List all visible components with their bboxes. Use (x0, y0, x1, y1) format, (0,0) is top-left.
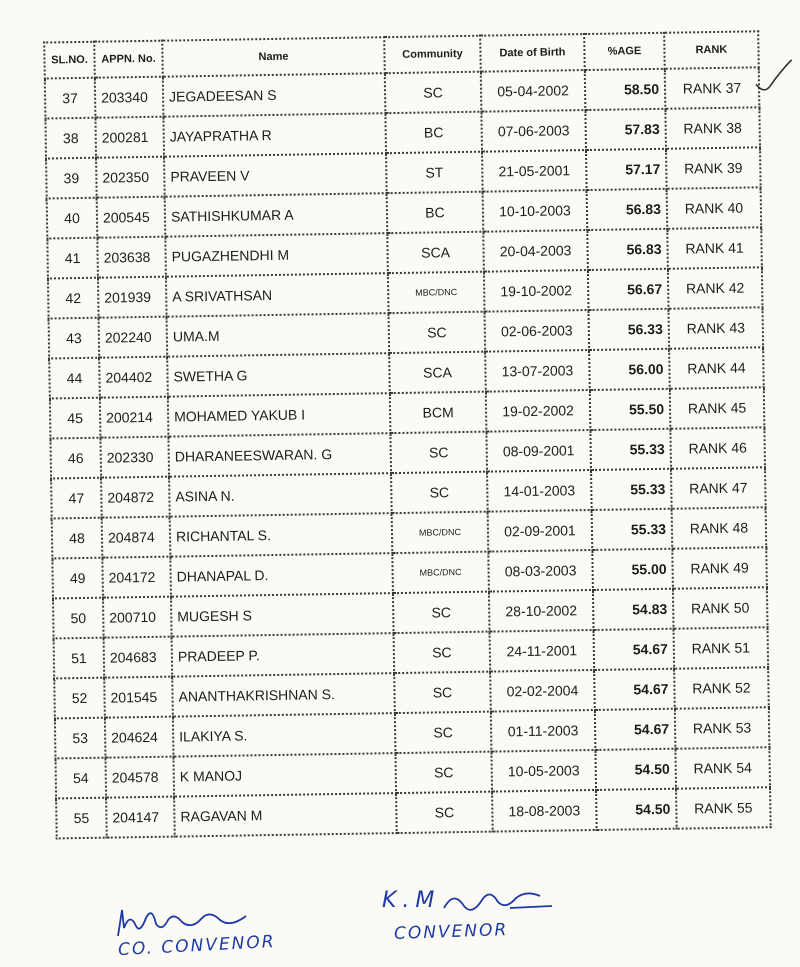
cell-dob: 13-07-2003 (485, 350, 590, 392)
cell-appn-no: 204872 (101, 477, 170, 518)
cell-rank: RANK 46 (670, 427, 765, 468)
cell-percentage: 54.67 (594, 669, 675, 710)
cell-percentage: 54.67 (595, 709, 676, 750)
cell-percentage: 56.83 (587, 229, 668, 270)
checkmark-icon (754, 54, 795, 95)
cell-appn-no: 201939 (98, 277, 167, 318)
cell-percentage: 55.33 (592, 509, 673, 550)
cell-rank: RANK 53 (675, 707, 770, 748)
cell-dob: 08-03-2003 (488, 550, 593, 592)
cell-community: SC (385, 72, 482, 114)
cell-community: SC (389, 312, 486, 354)
cell-dob: 02-06-2003 (485, 310, 590, 352)
cell-community: SC (394, 632, 491, 674)
cell-rank: RANK 44 (669, 347, 764, 388)
cell-dob: 07-06-2003 (481, 110, 586, 152)
cell-appn-no: 204683 (104, 637, 173, 678)
cell-dob: 19-02-2002 (486, 390, 591, 432)
cell-sl-no: 42 (48, 278, 99, 319)
cell-appn-no: 204578 (105, 757, 174, 798)
cell-community: MBC/DNC (388, 272, 485, 314)
cell-rank: RANK 51 (674, 627, 769, 668)
cell-rank: RANK 47 (671, 467, 766, 508)
cell-community: MBC/DNC (392, 512, 489, 554)
cell-dob: 05-04-2002 (481, 70, 586, 112)
header-dob: Date of Birth (480, 34, 585, 72)
cell-rank: RANK 49 (672, 547, 767, 588)
cell-community: SC (391, 472, 488, 514)
cell-community: BC (387, 192, 484, 234)
cell-percentage: 54.50 (596, 789, 677, 830)
cell-percentage: 54.83 (593, 589, 674, 630)
cell-name: PRADEEP P. (172, 633, 395, 676)
cell-community: BC (385, 112, 482, 154)
cell-name: DHARANEESWARAN. G (168, 433, 391, 476)
table-body (45, 67, 771, 838)
cell-appn-no: 202350 (96, 157, 165, 198)
cell-rank: RANK 38 (665, 107, 760, 148)
cell-name: SWETHA G (167, 353, 390, 396)
cell-percentage: 58.50 (585, 69, 666, 110)
cell-percentage: 56.33 (589, 309, 670, 350)
cell-rank: RANK 40 (667, 187, 762, 228)
cell-percentage: 55.50 (590, 389, 671, 430)
cell-community: MBC/DNC (392, 552, 489, 594)
cell-percentage: 56.00 (589, 349, 670, 390)
cell-rank: RANK 54 (675, 747, 770, 788)
cell-name: PUGAZHENDHI M (165, 233, 388, 276)
cell-appn-no: 204874 (102, 517, 171, 558)
cell-dob: 18-08-2003 (492, 790, 597, 832)
cell-name: RAGAVAN M (174, 793, 397, 836)
cell-rank: RANK 48 (672, 507, 767, 548)
cell-dob: 02-02-2004 (490, 670, 595, 712)
cell-community: SC (396, 792, 493, 834)
cell-dob: 10-10-2003 (483, 190, 588, 232)
cell-rank: RANK 52 (674, 667, 769, 708)
cell-appn-no: 204402 (99, 357, 168, 398)
cell-name: A SRIVATHSAN (166, 273, 389, 316)
cell-dob: 14-01-2003 (487, 470, 592, 512)
cell-community: SC (393, 592, 490, 634)
cell-sl-no: 50 (53, 598, 104, 639)
header-rank: RANK (664, 31, 759, 68)
cell-sl-no: 48 (52, 518, 103, 559)
cell-appn-no: 202330 (100, 437, 169, 478)
convenor-label: CONVENOR (393, 920, 509, 944)
cell-appn-no: 200281 (95, 117, 164, 158)
cell-dob: 08-09-2001 (486, 430, 591, 472)
cell-rank: RANK 43 (669, 307, 764, 348)
cell-name: PRAVEEN V (164, 153, 387, 196)
cell-sl-no: 39 (46, 158, 97, 199)
header-percentage: %AGE (584, 33, 665, 70)
cell-dob: 21-05-2001 (482, 150, 587, 192)
cell-name: SATHISHKUMAR A (165, 193, 388, 236)
cell-name: K MANOJ (173, 753, 396, 796)
cell-percentage: 55.33 (590, 429, 671, 470)
cell-sl-no: 38 (45, 118, 96, 159)
cell-sl-no: 51 (54, 638, 105, 679)
cell-community: SCA (389, 352, 486, 394)
cell-appn-no: 203340 (95, 77, 164, 118)
cell-dob: 24-11-2001 (490, 630, 595, 672)
cell-percentage: 57.83 (585, 109, 666, 150)
cell-name: MOHAMED YAKUB I (168, 393, 391, 436)
cell-percentage: 57.17 (586, 149, 667, 190)
cell-community: SCA (387, 232, 484, 274)
header-appn-no: APPN. No. (94, 41, 163, 78)
cell-dob: 20-04-2003 (483, 230, 588, 272)
cell-name: MUGESH S (171, 593, 394, 636)
cell-sl-no: 37 (45, 78, 96, 119)
cell-community: SC (395, 712, 492, 754)
convenor-signature (440, 880, 560, 920)
cell-name: RICHANTAL S. (170, 513, 393, 556)
cell-appn-no: 200545 (97, 197, 166, 238)
co-convenor-label: CO. CONVENOR (117, 931, 277, 961)
cell-name: UMA.M (167, 313, 390, 356)
cell-name: JEGADEESAN S (163, 73, 386, 116)
cell-community: SC (394, 672, 491, 714)
cell-appn-no: 201545 (104, 677, 173, 718)
cell-name: ANANTHAKRISHNAN S. (172, 673, 395, 716)
cell-percentage: 56.83 (587, 189, 668, 230)
cell-sl-no: 47 (51, 478, 102, 519)
cell-sl-no: 53 (55, 718, 106, 759)
cell-sl-no: 55 (56, 798, 107, 839)
cell-community: SC (395, 752, 492, 794)
cell-sl-no: 46 (50, 438, 101, 479)
cell-percentage: 55.33 (591, 469, 672, 510)
cell-name: DHANAPAL D. (170, 553, 393, 596)
cell-community: BCM (390, 392, 487, 434)
cell-name: ILAKIYA S. (173, 713, 396, 756)
cell-name: JAYAPRATHA R (163, 113, 386, 156)
cell-community: SC (390, 432, 487, 474)
cell-sl-no: 49 (52, 558, 103, 599)
cell-rank: RANK 41 (667, 227, 762, 268)
cell-appn-no: 204147 (106, 797, 175, 838)
cell-sl-no: 43 (49, 318, 100, 359)
cell-dob: 10-05-2003 (491, 750, 596, 792)
header-sl-no: SL.NO. (44, 42, 95, 79)
cell-sl-no: 52 (54, 678, 105, 719)
header-community: Community (384, 36, 481, 74)
cell-appn-no: 203638 (97, 237, 166, 278)
cell-name: ASINA N. (169, 473, 392, 516)
cell-dob: 19-10-2002 (484, 270, 589, 312)
cell-rank: RANK 50 (673, 587, 768, 628)
cell-appn-no: 204624 (105, 717, 174, 758)
cell-dob: 01-11-2003 (491, 710, 596, 752)
cell-appn-no: 202240 (99, 317, 168, 358)
cell-sl-no: 45 (50, 398, 101, 439)
cell-community: ST (386, 152, 483, 194)
cell-sl-no: 44 (49, 358, 100, 399)
cell-rank: RANK 55 (676, 787, 771, 828)
cell-sl-no: 40 (47, 198, 98, 239)
cell-appn-no: 204172 (102, 557, 171, 598)
cell-sl-no: 54 (55, 758, 106, 799)
cell-sl-no: 41 (47, 238, 98, 279)
cell-rank: RANK 45 (670, 387, 765, 428)
cell-percentage: 54.50 (595, 749, 676, 790)
cell-dob: 02-09-2001 (488, 510, 593, 552)
cell-percentage: 55.00 (592, 549, 673, 590)
cell-percentage: 54.67 (594, 629, 675, 670)
cell-appn-no: 200710 (103, 597, 172, 638)
convenor-initials: K.M (382, 888, 441, 913)
cell-dob: 28-10-2002 (489, 590, 594, 632)
cell-rank: RANK 39 (666, 147, 761, 188)
cell-rank: RANK 37 (665, 67, 760, 108)
cell-percentage: 56.67 (588, 269, 669, 310)
header-name: Name (162, 37, 385, 76)
rank-list-table (43, 30, 771, 839)
cell-rank: RANK 42 (668, 267, 763, 308)
cell-appn-no: 200214 (100, 397, 169, 438)
